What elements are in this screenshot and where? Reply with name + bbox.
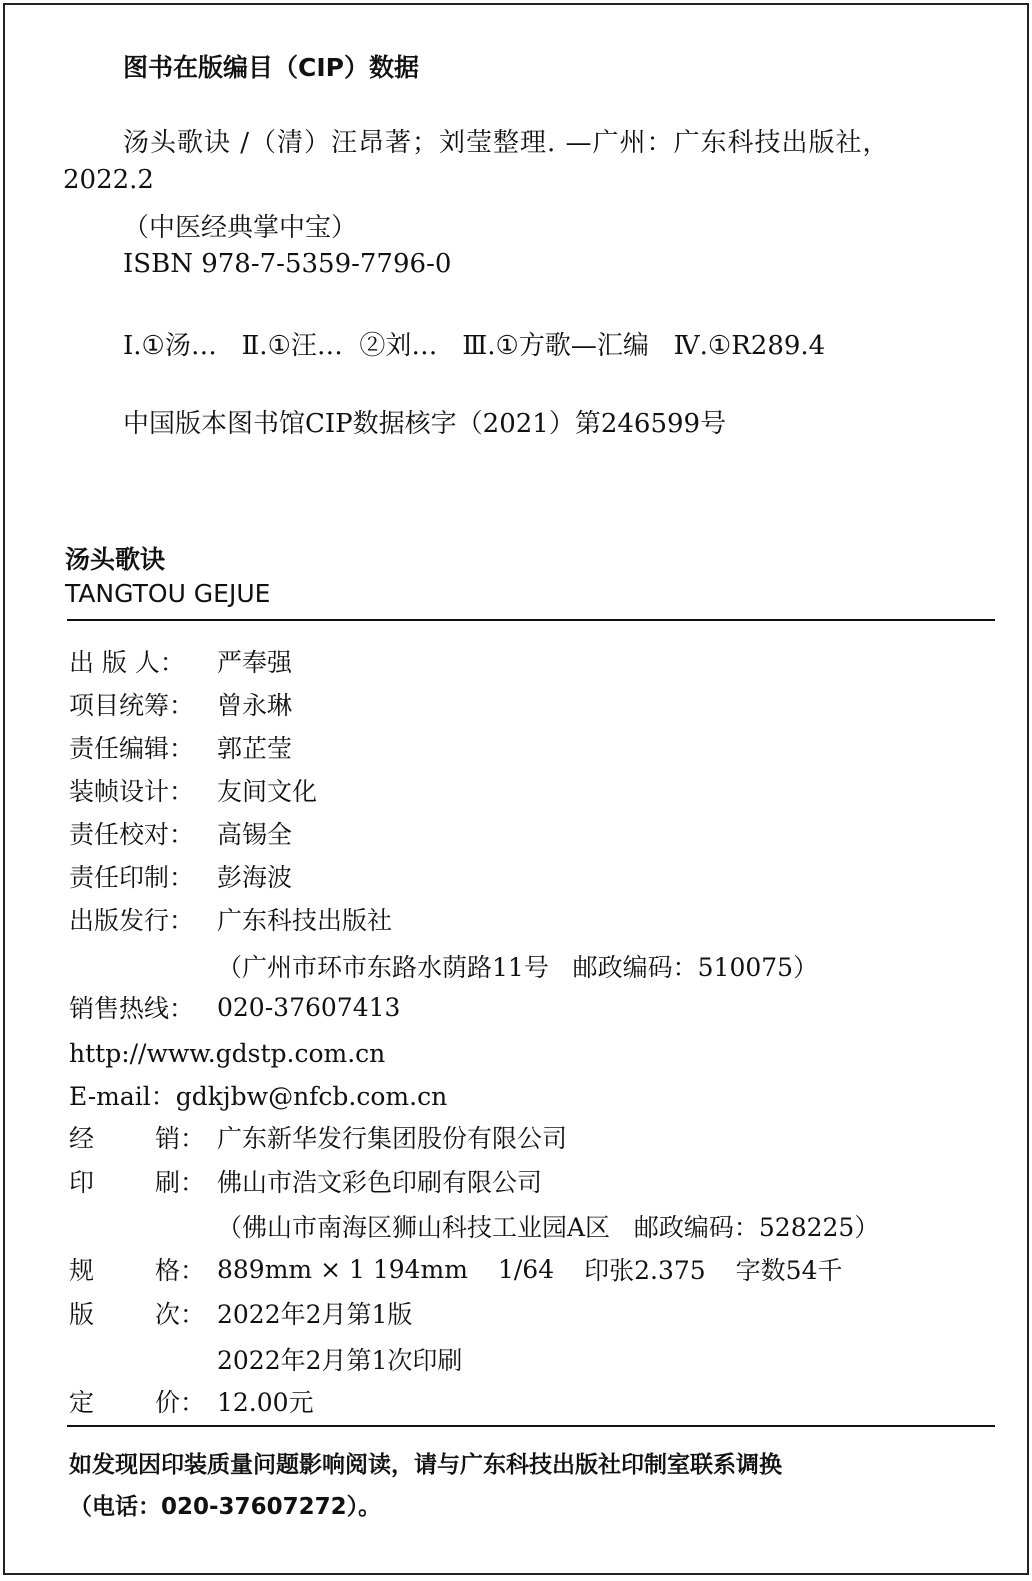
credit-value: 郭芷莹: [217, 734, 293, 763]
cip-record-number: 中国版本图书馆CIP数据核字（2021）第246599号: [123, 409, 727, 439]
format-fold: 1/64: [497, 1254, 555, 1284]
printer-row: [69, 1163, 542, 1199]
credit-value: 高锡全: [217, 820, 293, 849]
distributor-row: [69, 1119, 567, 1155]
credit-value: 严奉强: [217, 648, 293, 677]
book-title-pinyin: TANGTOU GEJUE: [65, 579, 271, 608]
book-title-cn: 汤头歌诀: [65, 545, 166, 574]
credit-publisher-person: [69, 643, 292, 679]
sales-hotline: [69, 989, 400, 1025]
credit-editor: [69, 729, 292, 765]
cip-heading: 图书在版编目（CIP）数据: [123, 53, 419, 82]
notice-line-2: （电话：020-37607272）。: [69, 1494, 382, 1520]
distributor-value: 广东新华发行集团股份有限公司: [217, 1124, 568, 1153]
credit-publisher: [69, 901, 392, 937]
cip-isbn: ISBN 978-7-5359-7796-0: [123, 249, 452, 279]
cip-title-line: 汤头歌诀 /（清）汪昂著；刘莹整理. —广州：广东科技出版社，: [123, 128, 890, 158]
printer-label: 印 刷：: [69, 1168, 205, 1197]
credit-label: 项目统筹：: [69, 691, 195, 720]
email-line[interactable]: E-mail：gdkjbw@nfcb.com.cn: [69, 1082, 448, 1111]
hotline-label: 销售热线：: [69, 994, 195, 1023]
website-link[interactable]: http://www.gdstp.com.cn: [69, 1038, 386, 1068]
notice-line-1: 如发现因印装质量问题影响阅读，请与广东科技出版社印制室联系调换: [69, 1452, 782, 1478]
edition-label: 版 次：: [69, 1300, 205, 1329]
edition-first: 2022年2月第1版: [217, 1300, 413, 1329]
edition-printing: 2022年2月第1次印刷: [217, 1346, 463, 1375]
format-row: [69, 1251, 872, 1287]
cip-series: （中医经典掌中宝）: [123, 213, 358, 243]
cip-title-line-cont: 2022.2: [63, 165, 154, 195]
hotline-value: 020-37607413: [217, 992, 401, 1022]
credit-label: 出 版 人：: [69, 648, 185, 677]
credit-printing-manager: [69, 858, 292, 894]
price-label: 定 价：: [69, 1388, 205, 1417]
format-label: 规 格：: [69, 1256, 205, 1285]
credit-project-coordinator: [69, 686, 292, 722]
format-size: 889mm × 1 194mm: [217, 1254, 468, 1284]
credit-design: [69, 772, 317, 808]
publisher-address: （广州市环市东路水荫路11号 邮政编码：510075）: [217, 953, 819, 982]
format-sheets: 印张2.375: [584, 1256, 706, 1285]
printer-value: 佛山市浩文彩色印刷有限公司: [217, 1168, 543, 1197]
distributor-label: 经 销：: [69, 1124, 205, 1153]
price-row: [69, 1383, 314, 1419]
credit-value: 友间文化: [217, 777, 318, 806]
credit-value: 广东科技出版社: [217, 906, 393, 935]
cip-classification: Ⅰ.①汤… Ⅱ.①汪… ②刘… Ⅲ.①方歌—汇编 Ⅳ.①R289.4: [123, 331, 826, 361]
printer-address: （佛山市南海区狮山科技工业园A区 邮政编码：528225）: [217, 1213, 880, 1242]
credit-value: 曾永琳: [217, 691, 293, 720]
credit-label: 出版发行：: [69, 906, 195, 935]
price-value: 12.00元: [217, 1388, 314, 1417]
bottom-divider: [67, 1425, 995, 1427]
credit-label: 责任校对：: [69, 820, 195, 849]
copyright-page: [3, 3, 1029, 1575]
credit-proofreader: [69, 815, 292, 851]
format-words: 字数54千: [735, 1256, 843, 1285]
credit-label: 装帧设计：: [69, 777, 195, 806]
credit-label: 责任印制：: [69, 863, 195, 892]
top-divider: [67, 619, 995, 621]
edition-row: [69, 1295, 412, 1331]
credit-value: 彭海波: [217, 863, 293, 892]
credit-label: 责任编辑：: [69, 734, 195, 763]
